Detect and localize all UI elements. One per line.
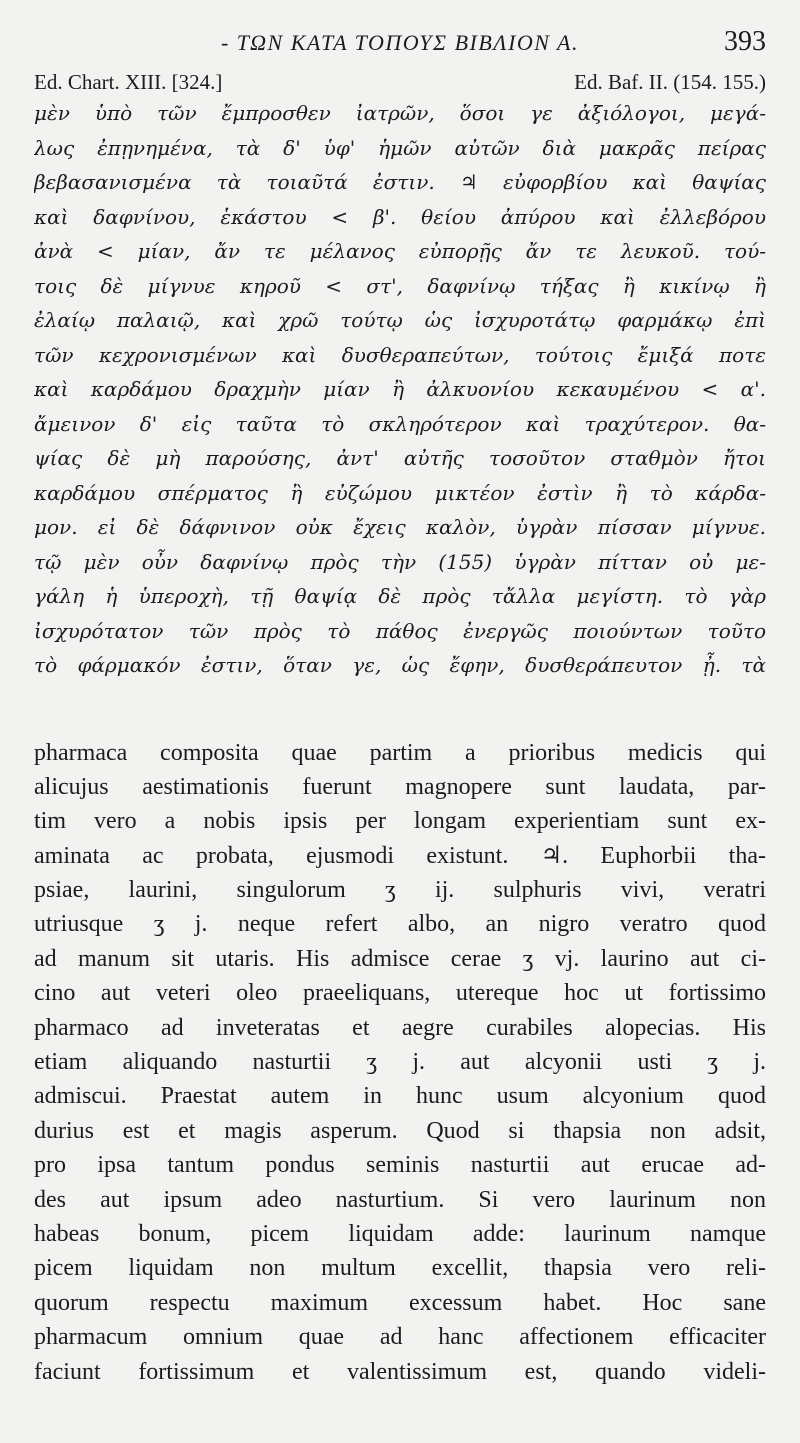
book-page	[34, 22, 766, 1389]
greek-line: καὶ καρδάμου δραχμὴν μίαν ἢ ἀλκυονίου κεκαυμένου < α'.	[34, 377, 766, 401]
edition-references	[34, 68, 766, 96]
greek-line: τοις δὲ μίγνυε κηροῦ < στ', δαφνίνῳ τήξας ἢ κικίνῳ ἢ	[34, 273, 766, 298]
latin-line: durius est et magis asperum. Quod si thapsia non adsit,	[34, 1117, 766, 1144]
page-number: 393	[724, 26, 766, 57]
greek-line: καὶ δαφνίνου, ἑκάστου < β'. θείου ἀπύρου καὶ ἐλλεβόρου	[34, 204, 766, 229]
greek-line: ψίας δὲ μὴ παρούσης, ἀντ' αὐτῆς τοσοῦτον σταθμὸν ἤτοι	[34, 446, 766, 470]
latin-line: ad manum sit utaris. His admisce cerae ʒ vj. laurino aut ci-	[34, 945, 766, 972]
latin-line: utriusque ʒ j. neque refert albo, an nigro veratro quod	[34, 911, 766, 938]
latin-line: pharmacum omnium quae ad hanc affectionem efficaciter	[34, 1324, 766, 1351]
latin-line: picem liquidam non multum excellit, thapsia vero reli-	[34, 1255, 766, 1282]
edition-reference-basel: Ed. Baf. II. (154. 155.)	[574, 70, 766, 94]
latin-line: cino aut veteri oleo praeeliquans, utereque hoc ut fortissimo	[34, 980, 766, 1007]
greek-line: ἀνὰ < μίαν, ἄν τε μέλανος εὐπορῇς ἄν τε λευκοῦ. τού-	[34, 239, 766, 263]
edition-reference-chartier: Ed. Chart. XIII. [324.]	[34, 70, 223, 94]
latin-line: habeas bonum, picem liquidam adde: laurinum namque	[34, 1220, 766, 1247]
latin-line: alicujus aestimationis fuerunt magnopere sunt laudata, par-	[34, 773, 766, 800]
latin-line: admiscui. Praestat autem in hunc usum alcyonium quod	[34, 1083, 766, 1110]
latin-line: psiae, laurini, singulorum ʒ ij. sulphuris vivi, veratri	[34, 877, 766, 904]
greek-line: ἄμεινον δ' εἰς ταῦτα τὸ σκληρότερον καὶ τραχύτερον. θα-	[34, 411, 766, 436]
running-title: - ΤΩΝ ΚΑΤΑ ΤΟΠΟΥΣ ΒΙΒΛΙΟΝ Α.	[220, 30, 579, 55]
greek-line: τῷ μὲν οὖν δαφνίνῳ πρὸς τὴν (155) ὑγρὰν πίτταν οὐ με-	[34, 549, 766, 574]
greek-line: λως ἐπῃνημένα, τὰ δ' ὑφ' ἡμῶν αὐτῶν διὰ μακρᾶς πείρας	[34, 135, 766, 160]
greek-text-block	[34, 96, 766, 683]
greek-line: βεβασανισμένα τὰ τοιαῦτά ἐστιν. ♃ εὐφορβίου καὶ θαψίας	[34, 170, 766, 194]
latin-text-block	[34, 736, 766, 1389]
greek-line: γάλη ἡ ὑπεροχὴ, τῇ θαψίᾳ δὲ πρὸς τἄλλα μεγίστη. τὸ γὰρ	[34, 584, 766, 608]
greek-line: μον. εἰ δὲ δάφνινον οὐκ ἔχεις καλὸν, ὑγρὰν πίσσαν μίγνυε.	[34, 515, 766, 539]
section-gap	[34, 683, 766, 736]
greek-line: τῶν κεχρονισμένων καὶ δυσθεραπεύτων, τούτοις ἔμιξά ποτε	[34, 342, 766, 367]
latin-line: tim vero a nobis ipsis per longam experientiam sunt ex-	[34, 808, 766, 835]
latin-line: pharmaco ad inveteratas et aegre curabiles alopecias. His	[34, 1014, 766, 1041]
latin-line: aminata ac probata, ejusmodi existunt. ♃. Euphorbii tha-	[34, 842, 766, 869]
greek-line: ἐλαίῳ παλαιῷ, καὶ χρῶ τούτῳ ὡς ἰσχυροτάτῳ φαρμάκῳ ἐπὶ	[34, 308, 766, 332]
greek-line: ἰσχυρότατον τῶν πρὸς τὸ πάθος ἐνεργῶς ποιούντων τοῦτο	[34, 618, 766, 643]
latin-line: quorum respectu maximum excessum habet. Hoc sane	[34, 1289, 766, 1316]
greek-line: καρδάμου σπέρματος ἢ εὐζώμου μικτέον ἐστὶν ἢ τὸ κάρδα-	[34, 480, 766, 505]
greek-line: τὸ φάρμακόν ἐστιν, ὅταν γε, ὡς ἔφην, δυσθεράπευτον ᾖ. τὰ	[34, 653, 766, 677]
running-head	[34, 22, 766, 68]
latin-line: etiam aliquando nasturtii ʒ j. aut alcyonii usti ʒ j.	[34, 1049, 766, 1076]
latin-line: faciunt fortissimum et valentissimum est, quando videli-	[34, 1358, 766, 1385]
latin-line: pro ipsa tantum pondus seminis nasturtii aut erucae ad-	[34, 1152, 766, 1179]
latin-line: pharmaca composita quae partim a prioribus medicis qui	[34, 739, 766, 766]
greek-line: μὲν ὑπὸ τῶν ἔμπροσθεν ἰατρῶν, ὅσοι γε ἀξιόλογοι, μεγά-	[34, 101, 766, 125]
latin-line: des aut ipsum adeo nasturtium. Si vero laurinum non	[34, 1186, 766, 1213]
